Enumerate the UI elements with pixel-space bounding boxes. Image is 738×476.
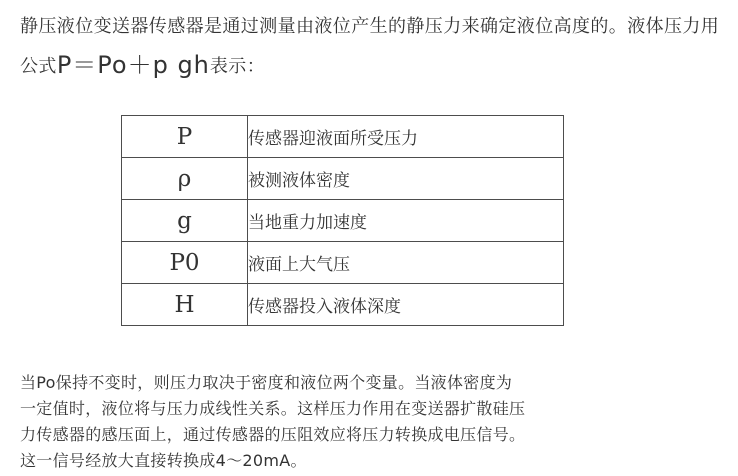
table-row bbox=[122, 116, 564, 158]
description-cell: 液面上大气压 bbox=[248, 242, 564, 284]
intro-text-before-formula: 静压液位变送器传感器是通过测量由液位产生的静压力来确定液位高度的。液体压力用公式 bbox=[20, 16, 720, 77]
symbol-cell: H bbox=[122, 284, 248, 326]
outro-paragraph bbox=[20, 370, 720, 474]
symbol-cell: ρ bbox=[122, 158, 248, 200]
intro-text-after-formula: 表示： bbox=[209, 56, 266, 77]
table-row bbox=[122, 284, 564, 326]
table-row bbox=[122, 200, 564, 242]
outro-line-3: 力传感器的感压面上，通过传感器的压阻效应将压力转换成电压信号。 bbox=[20, 425, 526, 444]
pressure-formula: P＝Po＋p gh bbox=[56, 51, 210, 79]
outro-line-1: 当Po保持不变时，则压力取决于密度和液位两个变量。当液体密度为 bbox=[20, 373, 513, 392]
description-cell: 传感器投入液体深度 bbox=[248, 284, 564, 326]
description-cell: 被测液体密度 bbox=[248, 158, 564, 200]
outro-line-2: 一定值时，液位将与压力成线性关系。这样压力作用在变送器扩散硅压 bbox=[20, 399, 526, 418]
symbol-definition-table bbox=[121, 115, 564, 326]
outro-line-4: 这一信号经放大直接转换成4～20mA。 bbox=[20, 451, 307, 470]
symbol-definition-table-wrapper bbox=[121, 115, 561, 326]
description-cell: 传感器迎液面所受压力 bbox=[248, 116, 564, 158]
table-row bbox=[122, 158, 564, 200]
intro-paragraph bbox=[20, 8, 720, 86]
symbol-cell: P0 bbox=[122, 242, 248, 284]
table-row bbox=[122, 242, 564, 284]
description-cell: 当地重力加速度 bbox=[248, 200, 564, 242]
symbol-cell: g bbox=[122, 200, 248, 242]
symbol-cell: P bbox=[122, 116, 248, 158]
